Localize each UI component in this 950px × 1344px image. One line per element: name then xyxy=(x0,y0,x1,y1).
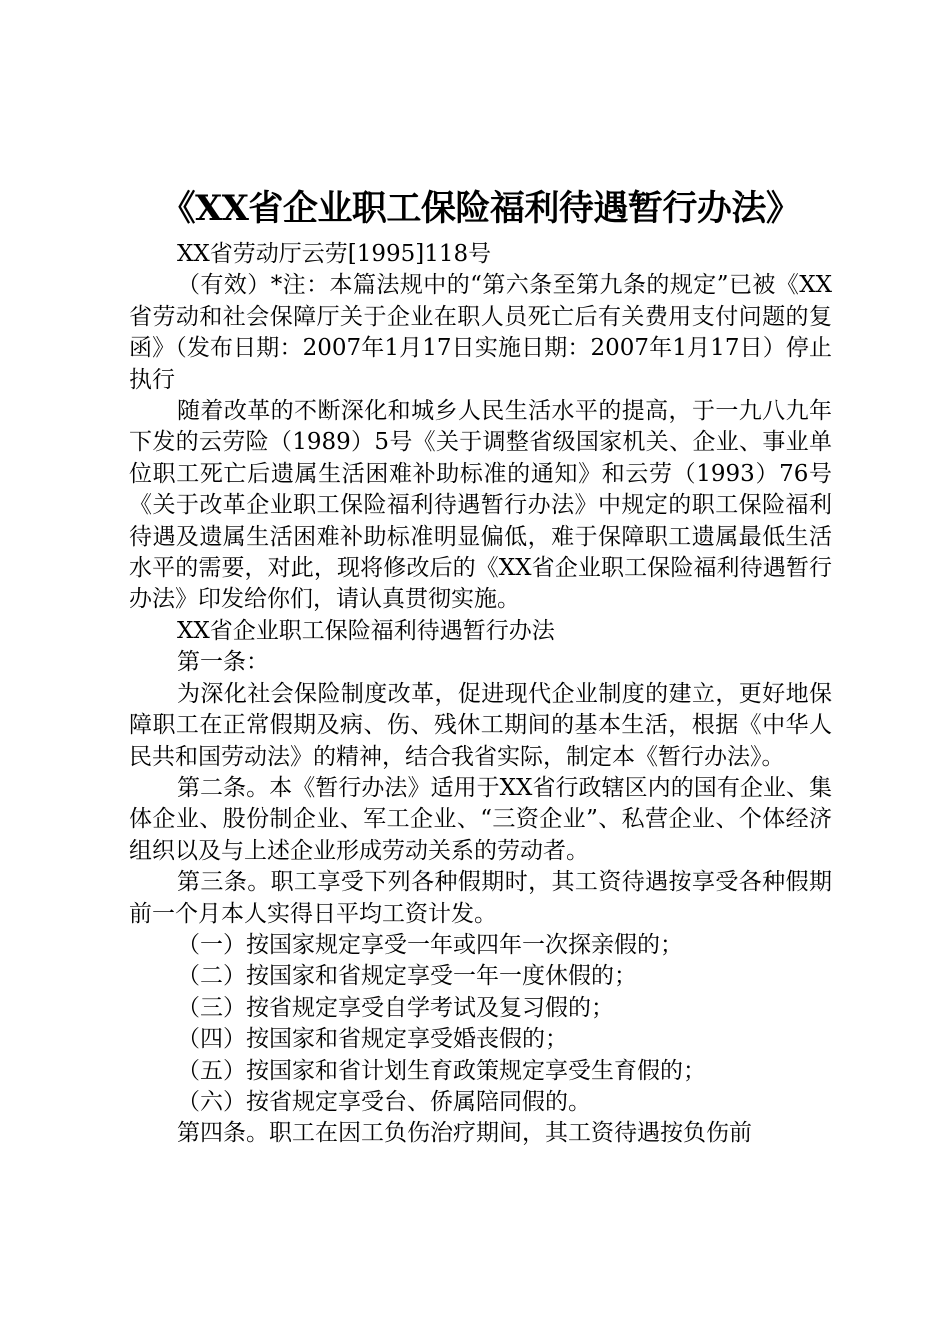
article-2: 第二条。本《暂行办法》适用于XX省行政辖区内的国有企业、集体企业、股份制企业、军工企业、“三资企业”、私营企业、个体经济组织以及与上述企业形成劳动关系的劳动者。 xyxy=(129,774,832,864)
article-1-heading: 第一条： xyxy=(177,649,269,676)
leave-item-6: （六）按省规定享受台、侨属陪同假的。 xyxy=(177,1088,591,1115)
article-3: 第三条。职工享受下列各种假期时，其工资待遇按享受各种假期前一个月本人实得日平均工资计发。 xyxy=(129,869,832,927)
leave-item-2: （二）按国家和省规定享受一年一度休假的； xyxy=(177,963,637,990)
regulation-heading: XX省企业职工保险福利待遇暂行办法 xyxy=(177,617,555,644)
article-4-start: 第四条。职工在因工负伤治疗期间，其工资待遇按负伤前 xyxy=(177,1120,752,1147)
preamble-paragraph: 随着改革的不断深化和城乡人民生活水平的提高，于一九八九年下发的云劳险（1989）5号《关于调整省级国家机关、企业、事业单位职工死亡后遗属生活困难补助标准的通知》和云劳（1993）76号《关于改革企业职工保险福利待遇暂行办法》中规定的职工保险福利待遇及遗属生活困难补助标准明显偏低，难于保障职工遗属最低生活水平的需要，对此，现将修改后的《XX省企业职工保险福利待遇暂行办法》印发给你们，请认真贯彻实施。 xyxy=(129,398,832,613)
article-1-body: 为深化社会保险制度改革，促进现代企业制度的建立，更好地保障职工在正常假期及病、伤、残休工期间的基本生活，根据《中华人民共和国劳动法》的精神，结合我省实际，制定本《暂行办法》。 xyxy=(129,680,832,770)
validity-note: （有效）*注：本篇法规中的“第六条至第九条的规定”已被《XX省劳动和社会保障厅关于企业在职人员死亡后有关费用支付问题的复函》（发布日期：2007年1月17日实施日期：2007年1月17日）停止执行 xyxy=(129,272,832,393)
document-page xyxy=(129,182,832,1150)
document-title: 《XX省企业职工保险福利待遇暂行办法》 xyxy=(160,188,801,229)
leave-item-4: （四）按国家和省规定享受婚丧假的； xyxy=(177,1026,568,1053)
leave-item-3: （三）按省规定享受自学考试及复习假的； xyxy=(177,994,614,1021)
document-number: XX省劳动厅云劳[1995]118号 xyxy=(177,241,492,267)
leave-item-5: （五）按国家和省计划生育政策规定享受生育假的； xyxy=(177,1057,706,1084)
leave-item-1: （一）按国家规定享受一年或四年一次探亲假的； xyxy=(177,931,683,958)
